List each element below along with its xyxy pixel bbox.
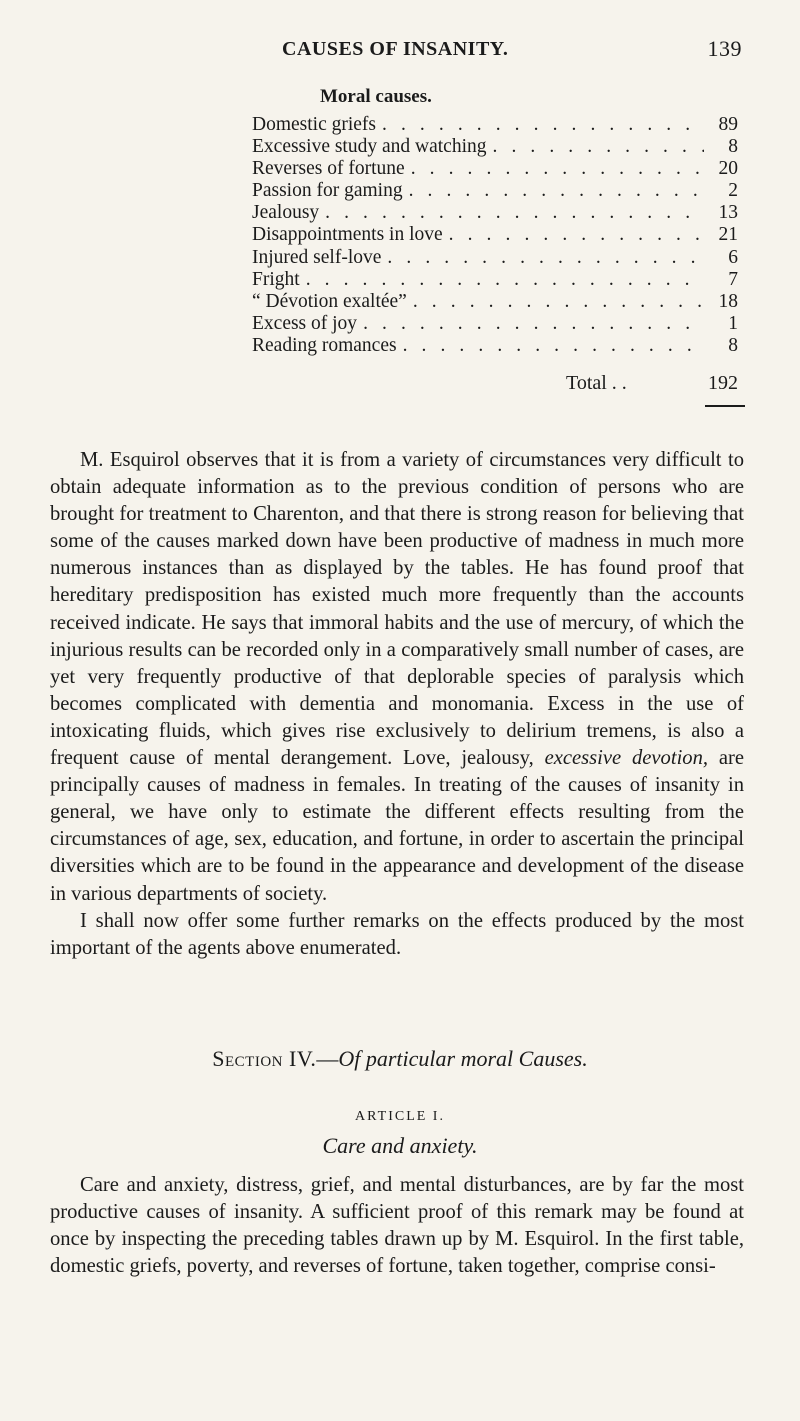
table-row [252,247,738,269]
cause-label: Disappointments in love [252,224,443,246]
cause-label: Jealousy [252,202,320,224]
page-number: 139 [707,36,742,61]
paragraph-esquirol [50,447,744,962]
paragraph-part2: are principally causes of madness in females. In treating of the causes of insanity in general, we have only to estimate the different effects resulting from the circumstances of age, sex, education, and fortune, in order to ascertain the principal diversities which are to be found in the appearance and development of the disease in various departments of society. [50,747,744,905]
leader-dots [357,313,704,335]
table-row [252,180,738,202]
section-label: Section IV. [212,1046,317,1071]
leader-dots [443,224,704,246]
cause-value: 2 [728,180,738,202]
paragraph-esquirol-text [50,447,744,908]
leader-dots [381,247,704,269]
total-value: 192 [708,372,738,394]
leader-dots [397,335,704,357]
leader-dots [405,158,704,180]
paragraph-care-anxiety [50,1172,744,1280]
leader-dots [319,202,704,224]
cause-value: 6 [728,246,738,268]
table-row [252,313,738,335]
emphasis-excessive-devotion: excessive devotion, [544,747,709,770]
article-label: ARTICLE I. [355,1109,445,1124]
cause-label: Fright [252,268,300,290]
cause-label: Reverses of fortune [252,158,405,180]
section-title: Of particular moral Causes. [338,1046,588,1071]
leader-dots [487,136,705,158]
table-row [252,224,738,246]
cause-label: Excess of joy [252,312,358,334]
total-label: Total . . [566,372,627,394]
table-row [252,202,738,224]
leader-dots [407,291,704,313]
cause-label: Passion for gaming [252,180,403,202]
leader-dots [300,269,704,291]
cause-label: “ Dévotion exaltée” [252,290,407,312]
paragraph-care-anxiety-text: Care and anxiety, distress, grief, and mental disturbances, are by far the most productive causes of insanity. A sufficient proof of this remark may be found at once by inspecting the preceding tables drawn up by M. Esquirol. In the first table, domestic griefs, poverty, and reverses of fortune, taken together, comprise consi- [50,1174,744,1278]
paragraph-part1: M. Esquirol observes that it is from a variety of circumstances very difficult to obtain adequate information as to the previous condition of persons who are brought for treatment to Charenton, and that there is strong reason for believing that some of the causes marked down have been productive of madness in much more numerous instances than as displayed by the tables. He has found proof that hereditary predisposition has existed much more frequently than the accounts received indicate. He says that immoral habits and the use of mercury, of which the injurious results can be recorded only in a comparatively small number of cases, are yet very frequently productive of that deplorable species of paralysis which becomes complicated with dementia and monomania. Excess in the use of intoxicating fluids, which gives rise exclusively to delirium tremens, is also a frequent cause of mental derangement. Love, jealousy, [50,449,744,770]
page-header [282,36,742,61]
total-row [500,372,738,395]
cause-value: 18 [718,290,738,312]
cause-value: 20 [718,158,738,180]
moral-causes-table [252,114,738,357]
cause-value: 8 [728,334,738,356]
cause-label: Reading romances [252,334,397,356]
paragraph-closing: I shall now offer some further remarks on the effects produced by the most important of the agents above enumerated. [50,909,744,959]
table-row [252,114,738,136]
section-dash: — [316,1046,339,1071]
running-title: CAUSES OF INSANITY. [282,38,509,60]
cause-value: 89 [718,114,738,135]
table-heading: Moral causes. [320,86,432,107]
cause-value: 7 [728,268,738,290]
article-title: Care and anxiety. [322,1133,478,1158]
leader-dots [376,114,704,136]
table-row [252,335,738,357]
cause-label: Excessive study and watching [252,136,487,158]
table-row [252,158,738,180]
cause-value: 13 [718,202,738,224]
cause-value: 8 [728,136,738,158]
cause-label: Domestic griefs [252,114,377,135]
cause-value: 1 [728,312,738,334]
cause-value: 21 [718,224,738,246]
cause-label: Injured self-love [252,246,382,268]
table-row [252,136,738,158]
total-rule [705,405,745,407]
table-row [252,291,738,313]
leader-dots [403,180,704,202]
table-row [252,269,738,291]
section-heading [0,1046,800,1072]
